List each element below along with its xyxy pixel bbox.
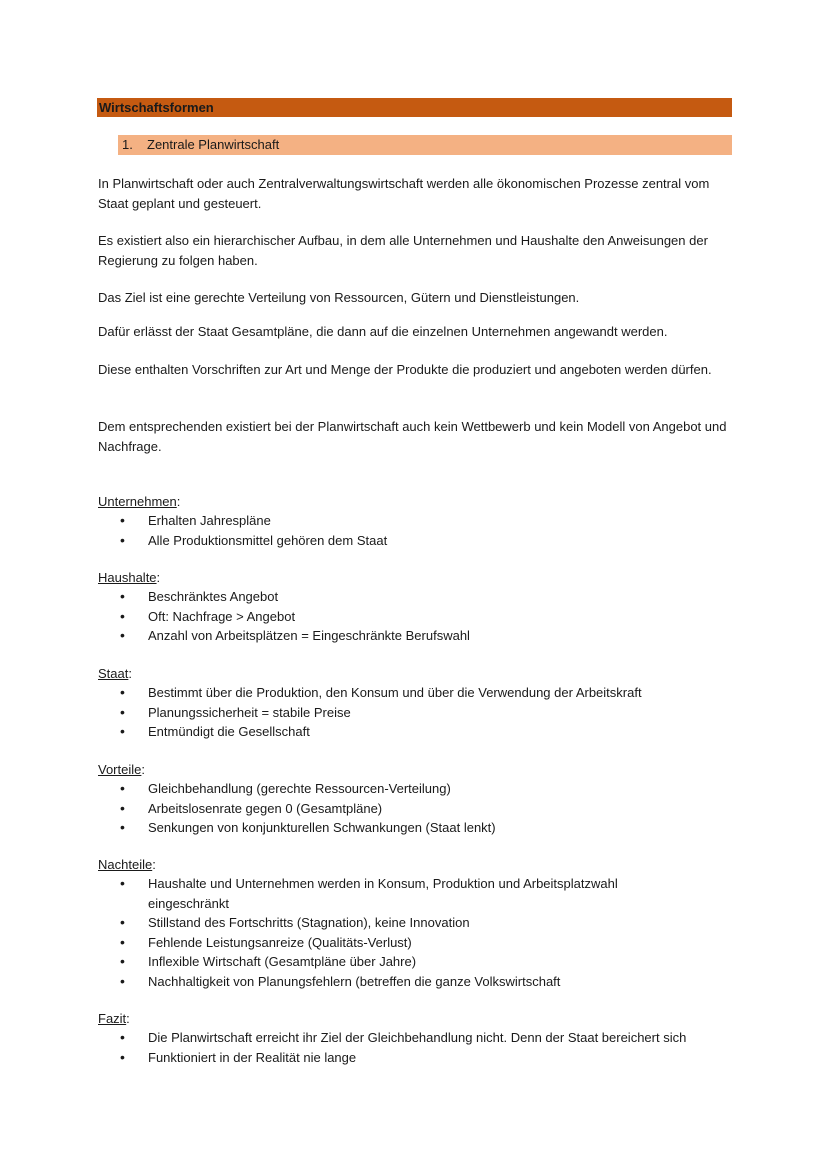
bullet-icon: • <box>120 531 125 548</box>
paragraph: Dafür erlässt der Staat Gesamtpläne, die dann auf die einzelnen Unternehmen angewandt werden. <box>98 324 668 339</box>
subsection-title: Zentrale Planwirtschaft <box>147 137 280 152</box>
list-item: • Planungssicherheit = stabile Preise <box>0 703 740 723</box>
list-fazit <box>0 1028 720 1067</box>
bullet-icon: • <box>120 972 125 989</box>
bullet-icon: • <box>120 1029 125 1045</box>
list-item: • Alle Produktionsmittel gehören dem Staat <box>0 531 740 551</box>
list-item: • Haushalte und Unternehmen werden in Konsum, Produktion und Arbeitsplatzwahl eingeschränkt <box>120 875 618 911</box>
bullet-icon: • <box>120 819 125 835</box>
list-item: • Anzahl von Arbeitsplätzen = Eingeschränkte Berufswahl <box>0 626 740 646</box>
section-heading-nachteile: Nachteile: <box>98 857 156 872</box>
list-item: • Bestimmt über die Produktion, den Konsum und über die Verwendung der Arbeitskraft <box>0 683 740 703</box>
list-item: • Stillstand des Fortschritts (Stagnation), keine Innovation <box>0 913 680 933</box>
list-item: • Funktioniert in der Realität nie lange <box>0 1048 720 1068</box>
bullet-icon: • <box>120 607 125 624</box>
list-item: • Beschränktes Angebot <box>0 587 740 607</box>
bullet-icon: • <box>120 953 125 969</box>
list-item: • Inflexible Wirtschaft (Gesamtpläne über Jahre) <box>0 952 680 972</box>
section-heading-vorteile: Vorteile: <box>98 762 145 777</box>
paragraph: In Planwirtschaft oder auch Zentralverwaltungswirtschaft werden alle ökonomischen Prozesse zentral vom Staat geplant und gesteuert. <box>98 176 710 211</box>
list-unternehmen <box>0 511 740 550</box>
bullet-icon: • <box>120 875 125 891</box>
section-heading-haushalte: Haushalte: <box>98 570 161 585</box>
list-vorteile <box>0 779 740 838</box>
list-item: • Erhalten Jahrespläne <box>0 511 740 531</box>
list-item: • Gleichbehandlung (gerechte Ressourcen-Verteilung) <box>0 779 740 799</box>
bullet-icon: • <box>120 588 125 604</box>
subsection-number: 1. <box>122 137 133 152</box>
paragraph: Dem entsprechenden existiert bei der Planwirtschaft auch kein Wettbewerb und kein Modell von Angebot und Nachfrage. <box>98 419 727 454</box>
document-title: Wirtschaftsformen <box>97 98 732 117</box>
bullet-icon: • <box>120 780 125 796</box>
list-item: • Die Planwirtschaft erreicht ihr Ziel der Gleichbehandlung nicht. Denn der Staat bereichert sich <box>0 1028 720 1048</box>
subsection-heading <box>118 135 732 155</box>
bullet-icon: • <box>120 684 125 700</box>
list-item: • Arbeitslosenrate gegen 0 (Gesamtpläne) <box>0 799 740 819</box>
bullet-icon: • <box>120 703 125 720</box>
list-item: • Oft: Nachfrage > Angebot <box>0 607 740 627</box>
bullet-icon: • <box>120 914 125 930</box>
bullet-icon: • <box>120 1048 125 1065</box>
section-heading-unternehmen: Unternehmen: <box>98 494 181 509</box>
bullet-icon: • <box>120 627 125 643</box>
list-staat <box>0 683 740 742</box>
list-item: • Fehlende Leistungsanreize (Qualitäts-Verlust) <box>0 933 680 953</box>
list-item: • Senkungen von konjunkturellen Schwankungen (Staat lenkt) <box>0 818 740 838</box>
bullet-icon: • <box>120 723 125 739</box>
paragraph: Es existiert also ein hierarchischer Aufbau, in dem alle Unternehmen und Haushalte den Anweisungen der Regierung zu folgen haben. <box>98 233 708 268</box>
section-heading-staat: Staat: <box>98 666 132 681</box>
list-haushalte <box>0 587 740 646</box>
list-nachteile <box>0 874 680 991</box>
list-item: • Entmündigt die Gesellschaft <box>0 722 740 742</box>
bullet-icon: • <box>120 512 125 528</box>
paragraph: Diese enthalten Vorschriften zur Art und Menge der Produkte die produziert und angeboten werden dürfen. <box>98 362 712 377</box>
list-item: • Nachhaltigkeit von Planungsfehlern (betreffen die ganze Volkswirtschaft <box>0 972 680 992</box>
section-heading-fazit: Fazit: <box>98 1011 130 1026</box>
bullet-icon: • <box>120 933 125 950</box>
bullet-icon: • <box>120 799 125 816</box>
paragraph: Das Ziel ist eine gerechte Verteilung von Ressourcen, Gütern und Dienstleistungen. <box>98 290 580 305</box>
